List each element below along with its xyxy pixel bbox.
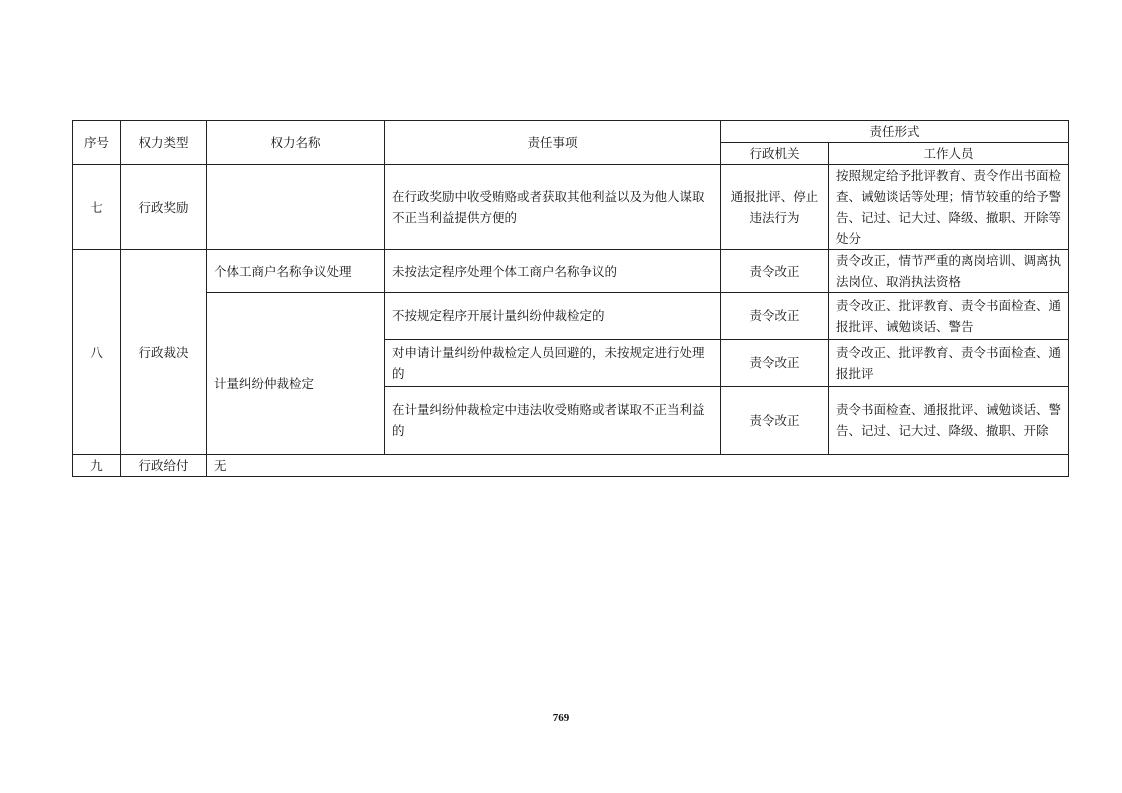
power-name-cell: 计量纠纷仲裁检定 bbox=[207, 293, 385, 455]
duty-item-cell: 未按法定程序处理个体工商户名称争议的 bbox=[385, 250, 721, 293]
responsibility-table bbox=[72, 120, 1069, 477]
header-seq: 序号 bbox=[73, 121, 121, 165]
power-type-cell: 行政给付 bbox=[121, 455, 207, 477]
agency-cell: 责令改正 bbox=[721, 339, 829, 386]
table-row bbox=[73, 250, 1069, 293]
staff-cell: 责令改正、批评教育、责令书面检查、通报批评、诫勉谈话、警告 bbox=[829, 293, 1069, 340]
table-row bbox=[73, 293, 1069, 340]
seq-cell: 七 bbox=[73, 165, 121, 250]
staff-cell: 责令改正、批评教育、责令书面检查、通报批评 bbox=[829, 339, 1069, 386]
header-staff: 工作人员 bbox=[829, 143, 1069, 165]
power-type-cell: 行政裁决 bbox=[121, 250, 207, 455]
header-power-type: 权力类型 bbox=[121, 121, 207, 165]
agency-cell: 责令改正 bbox=[721, 293, 829, 340]
page-number: 769 bbox=[552, 712, 570, 724]
staff-cell: 责令书面检查、通报批评、诫勉谈话、警告、记过、记大过、降级、撤职、开除 bbox=[829, 386, 1069, 455]
power-name-cell: 无 bbox=[207, 455, 1069, 477]
duty-item-cell: 不按规定程序开展计量纠纷仲裁检定的 bbox=[385, 293, 721, 340]
duty-item-cell: 在行政奖励中收受贿赂或者获取其他利益以及为他人谋取不正当利益提供方便的 bbox=[385, 165, 721, 250]
agency-cell: 责令改正 bbox=[721, 386, 829, 455]
table-row bbox=[73, 165, 1069, 250]
power-name-cell: 个体工商户名称争议处理 bbox=[207, 250, 385, 293]
duty-item-cell: 对申请计量纠纷仲裁检定人员回避的，未按规定进行处理的 bbox=[385, 339, 721, 386]
agency-cell: 责令改正 bbox=[721, 250, 829, 293]
seq-cell: 八 bbox=[73, 250, 121, 455]
header-duty-items: 责任事项 bbox=[385, 121, 721, 165]
power-name-cell bbox=[207, 165, 385, 250]
staff-cell: 按照规定给予批评教育、责令作出书面检查、诫勉谈话等处理；情节较重的给予警告、记过、记大过、降级、撤职、开除等处分 bbox=[829, 165, 1069, 250]
duty-item-cell: 在计量纠纷仲裁检定中违法收受贿赂或者谋取不正当利益的 bbox=[385, 386, 721, 455]
header-power-name: 权力名称 bbox=[207, 121, 385, 165]
table-row bbox=[73, 455, 1069, 477]
staff-cell: 责令改正，情节严重的离岗培训、调离执法岗位、取消执法资格 bbox=[829, 250, 1069, 293]
power-type-cell: 行政奖励 bbox=[121, 165, 207, 250]
header-agency: 行政机关 bbox=[721, 143, 829, 165]
seq-cell: 九 bbox=[73, 455, 121, 477]
agency-cell: 通报批评、停止违法行为 bbox=[721, 165, 829, 250]
header-responsibility-form: 责任形式 bbox=[721, 121, 1069, 143]
header-row bbox=[73, 121, 1069, 143]
